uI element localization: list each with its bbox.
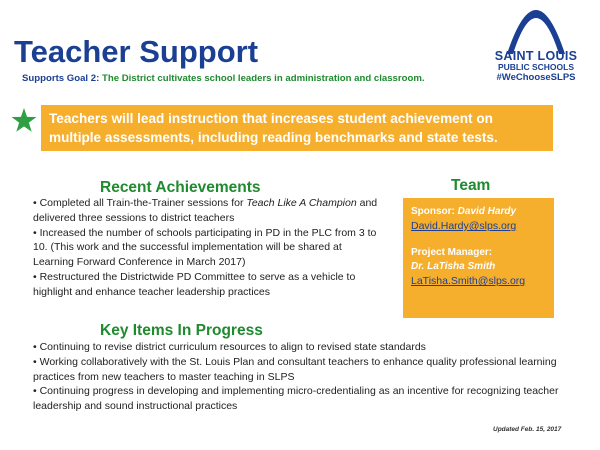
pm-label: Project Manager:: [411, 247, 493, 258]
achievements-heading: Recent Achievements: [100, 179, 261, 196]
key-items-heading: Key Items In Progress: [100, 322, 263, 339]
team-box: [403, 198, 554, 318]
star-icon: [11, 108, 37, 133]
achievement-item: • Increased the number of schools participating in PD in the PLC from 3 to 10. (This work and the successful implementation will be shared at Learning Forward Conference in March 2017): [33, 226, 377, 269]
pm-name: Dr. LaTisha Smith: [411, 261, 496, 272]
achievement-item: • Restructured the Districtwide PD Committee to serve as a vehicle to highlight and enhance teacher leadership practices: [33, 270, 356, 298]
key-item: • Continuing to revise district curriculum resources to align to revised state standards: [33, 341, 426, 353]
goal-label: Supports Goal 2:: [22, 73, 100, 84]
key-item: • Working collaboratively with the St. Louis Plan and consultant teachers to enhance quality professional learning practices from new teachers to master teaching in SLPS: [33, 355, 557, 383]
logo-line-2: PUBLIC SCHOOLS: [497, 62, 575, 73]
achievement-item: • Completed all Train-the-Trainer sessions for Teach Like A Champion and delivered three sessions to district teachers: [33, 197, 378, 224]
logo-line-1: SAINT LOUIS: [494, 49, 578, 63]
page-title: Teacher Support: [14, 34, 259, 69]
sponsor-label: Sponsor:: [411, 206, 455, 217]
gateway-arch-icon: [501, 6, 571, 54]
goal-text: The District cultivates school leaders in administration and classroom.: [101, 73, 425, 84]
pm-email-link[interactable]: LaTisha.Smith@slps.org: [411, 275, 526, 287]
team-heading: Team: [451, 177, 491, 194]
sponsor-name: David Hardy: [457, 206, 517, 217]
program-name: Teach Like A Champion: [246, 197, 357, 209]
logo-hashtag: #WeChooseSLPS: [496, 72, 576, 84]
key-item: • Continuing progress in developing and implementing micro-credentialing as an incentive for recognizing teacher leadership and sound instructional practices: [33, 385, 559, 413]
sponsor-email-link[interactable]: David.Hardy@slps.org: [411, 220, 517, 232]
key-items-list: [33, 340, 573, 414]
sponsor-row: [411, 205, 546, 219]
goal-subtitle: [22, 73, 425, 84]
slps-logo: [478, 6, 594, 98]
achievements-list: [33, 196, 385, 300]
goal-banner: Teachers will lead instruction that increases student achievement on multiple assessments, including reading benchmarks and state tests.: [41, 105, 553, 151]
updated-date: Updated Feb. 15, 2017: [493, 426, 562, 433]
